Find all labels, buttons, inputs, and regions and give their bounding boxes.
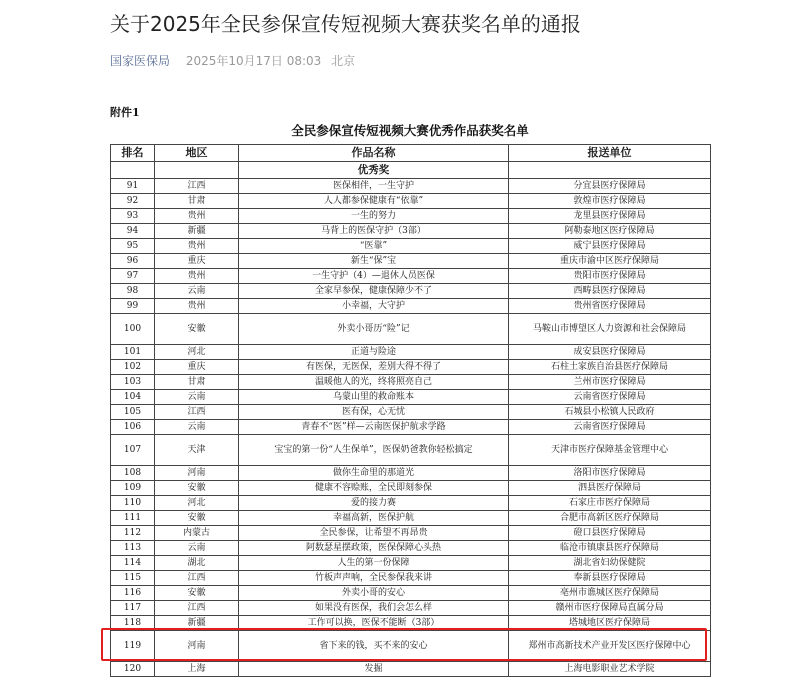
region-cell: 上海 [155, 662, 239, 677]
rank-cell: 102 [111, 360, 155, 375]
table-row [111, 601, 711, 616]
rank-cell: 112 [111, 526, 155, 541]
region-cell: 安徽 [155, 481, 239, 496]
rank-cell: 93 [111, 209, 155, 224]
article-title: 关于2025年全民参保宣传短视频大赛获奖名单的通报 [110, 12, 581, 36]
article-meta [110, 52, 355, 69]
unit-cell: 敦煌市医疗保障局 [509, 194, 711, 209]
unit-cell: 阿勒泰地区医疗保障局 [509, 224, 711, 239]
work-cell: 温暖他人的光，终将照亮自己 [239, 375, 509, 390]
region-cell: 新疆 [155, 224, 239, 239]
table-row [111, 466, 711, 481]
table-row [111, 420, 711, 435]
work-cell: 医保相伴，一生守护 [239, 179, 509, 194]
work-cell: 马背上的医保守护（3部） [239, 224, 509, 239]
work-cell: 乌蒙山里的救命账本 [239, 390, 509, 405]
rank-cell: 109 [111, 481, 155, 496]
region-cell: 贵州 [155, 269, 239, 284]
rank-cell: 104 [111, 390, 155, 405]
rank-cell: 105 [111, 405, 155, 420]
rank-cell: 115 [111, 571, 155, 586]
unit-cell: 成安县医疗保障局 [509, 345, 711, 360]
rank-cell: 106 [111, 420, 155, 435]
work-cell: 爱的接力赛 [239, 496, 509, 511]
unit-cell: 赣州市医疗保障局直属分局 [509, 601, 711, 616]
region-cell: 江西 [155, 405, 239, 420]
table-row [111, 526, 711, 541]
unit-cell: 亳州市谯城区医疗保障局 [509, 586, 711, 601]
work-cell: 青春不“医”样—云南医保护航求学路 [239, 420, 509, 435]
region-cell: 贵州 [155, 209, 239, 224]
header-region: 地区 [155, 145, 239, 162]
region-cell: 重庆 [155, 254, 239, 269]
attachment-label: 附件1 [110, 106, 140, 119]
table-row [111, 314, 711, 345]
rank-cell: 91 [111, 179, 155, 194]
region-cell: 安徽 [155, 586, 239, 601]
region-cell: 安徽 [155, 511, 239, 526]
unit-cell: 马鞍山市博望区人力资源和社会保障局 [509, 314, 711, 345]
unit-cell: 湖北省妇幼保健院 [509, 556, 711, 571]
region-cell: 云南 [155, 420, 239, 435]
work-cell: “医靠” [239, 239, 509, 254]
table-row [111, 194, 711, 209]
rank-cell: 101 [111, 345, 155, 360]
unit-cell: 重庆市渝中区医疗保障局 [509, 254, 711, 269]
unit-cell: 兰州市医疗保障局 [509, 375, 711, 390]
rank-cell: 114 [111, 556, 155, 571]
table-row [111, 254, 711, 269]
rank-cell: 92 [111, 194, 155, 209]
rank-cell: 118 [111, 616, 155, 631]
table-row [111, 284, 711, 299]
rank-cell: 116 [111, 586, 155, 601]
unit-cell: 石城县小松镇人民政府 [509, 405, 711, 420]
table-row [111, 269, 711, 284]
header-unit: 报送单位 [509, 145, 711, 162]
work-cell: 全家早参保，健康保障少不了 [239, 284, 509, 299]
work-cell: 省下来的钱，买不来的安心 [239, 631, 509, 662]
region-cell: 安徽 [155, 314, 239, 345]
unit-cell: 贵阳市医疗保障局 [509, 269, 711, 284]
table-row [111, 224, 711, 239]
unit-cell: 云南省医疗保障局 [509, 420, 711, 435]
rank-cell: 103 [111, 375, 155, 390]
unit-cell: 龙里县医疗保障局 [509, 209, 711, 224]
region-cell: 河南 [155, 466, 239, 481]
work-cell: 幸福高新，医保护航 [239, 511, 509, 526]
work-cell: 宝宝的第一份“人生保单”，医保奶爸教你轻松搞定 [239, 435, 509, 466]
table-row [111, 571, 711, 586]
unit-cell: 塔城地区医疗保障局 [509, 616, 711, 631]
region-cell: 云南 [155, 284, 239, 299]
award-table [110, 144, 711, 677]
unit-cell: 临沧市镇康县医疗保障局 [509, 541, 711, 556]
unit-cell: 石家庄市医疗保障局 [509, 496, 711, 511]
region-cell: 江西 [155, 571, 239, 586]
work-cell: 一生的努力 [239, 209, 509, 224]
table-row [111, 179, 711, 194]
header-rank: 排名 [111, 145, 155, 162]
table-row [111, 299, 711, 314]
table-row [111, 496, 711, 511]
unit-cell: 上海电影职业艺术学院 [509, 662, 711, 677]
section-row [111, 162, 711, 179]
region-cell: 贵州 [155, 299, 239, 314]
section-title: 优秀奖 [239, 162, 509, 179]
work-cell: 新生“保”宝 [239, 254, 509, 269]
rank-cell: 108 [111, 466, 155, 481]
work-cell: 健康不容赊账，全民即刻参保 [239, 481, 509, 496]
table-row [111, 435, 711, 466]
region-cell: 甘肃 [155, 375, 239, 390]
region-cell: 内蒙古 [155, 526, 239, 541]
table-row [111, 345, 711, 360]
region-cell: 云南 [155, 541, 239, 556]
header-work: 作品名称 [239, 145, 509, 162]
rank-cell: 95 [111, 239, 155, 254]
table-header-row [111, 145, 711, 162]
table-row [111, 541, 711, 556]
work-cell: 正道与险途 [239, 345, 509, 360]
document-title: 全民参保宣传短视频大赛优秀作品获奖名单 [291, 123, 529, 138]
source-link[interactable]: 国家医保局 [110, 54, 171, 68]
table-row [111, 405, 711, 420]
region-cell: 江西 [155, 601, 239, 616]
rank-cell: 113 [111, 541, 155, 556]
work-cell: 一生守护（4）—退休人员医保 [239, 269, 509, 284]
rank-cell: 99 [111, 299, 155, 314]
work-cell: 全民参保，让希望不再昂贵 [239, 526, 509, 541]
table-row [111, 631, 711, 662]
unit-cell: 分宜县医疗保障局 [509, 179, 711, 194]
work-cell: 小幸福，大守护 [239, 299, 509, 314]
region-cell: 江西 [155, 179, 239, 194]
table-row [111, 616, 711, 631]
publish-location: 北京 [331, 54, 356, 68]
table-row [111, 481, 711, 496]
work-cell: 有医保，无医保，差别大得不得了 [239, 360, 509, 375]
work-cell: 做你生命里的那道光 [239, 466, 509, 481]
table-row [111, 209, 711, 224]
rank-cell: 117 [111, 601, 155, 616]
work-cell: 医有保，心无忧 [239, 405, 509, 420]
region-cell: 重庆 [155, 360, 239, 375]
table-row [111, 556, 711, 571]
region-cell: 云南 [155, 390, 239, 405]
rank-cell: 119 [111, 631, 155, 662]
unit-cell: 云南省医疗保障局 [509, 390, 711, 405]
unit-cell: 泗县医疗保障局 [509, 481, 711, 496]
rank-cell: 97 [111, 269, 155, 284]
table-row [111, 511, 711, 526]
work-cell: 如果没有医保，我们会怎么样 [239, 601, 509, 616]
unit-cell: 天津市医疗保障基金管理中心 [509, 435, 711, 466]
work-cell: 发掘 [239, 662, 509, 677]
rank-cell: 107 [111, 435, 155, 466]
work-cell: 工作可以换，医保不能断（3部） [239, 616, 509, 631]
region-cell: 湖北 [155, 556, 239, 571]
work-cell: 外卖小哥的安心 [239, 586, 509, 601]
work-cell: 人人都参保健康有“依靠” [239, 194, 509, 209]
unit-cell: 磴口县医疗保障局 [509, 526, 711, 541]
rank-cell: 100 [111, 314, 155, 345]
region-cell: 河南 [155, 631, 239, 662]
work-cell: 竹板声声响，全民参保我来讲 [239, 571, 509, 586]
table-row [111, 390, 711, 405]
unit-cell: 合肥市高新区医疗保障局 [509, 511, 711, 526]
rank-cell: 96 [111, 254, 155, 269]
unit-cell: 郑州市高新技术产业开发区医疗保障中心 [509, 631, 711, 662]
region-cell: 天津 [155, 435, 239, 466]
region-cell: 河北 [155, 345, 239, 360]
unit-cell: 石柱土家族自治县医疗保障局 [509, 360, 711, 375]
unit-cell: 威宁县医疗保障局 [509, 239, 711, 254]
region-cell: 河北 [155, 496, 239, 511]
rank-cell: 98 [111, 284, 155, 299]
region-cell: 新疆 [155, 616, 239, 631]
table-row [111, 375, 711, 390]
unit-cell: 西畴县医疗保障局 [509, 284, 711, 299]
work-cell: 外卖小哥历“险”记 [239, 314, 509, 345]
unit-cell: 奉新县医疗保障局 [509, 571, 711, 586]
work-cell: 人生的第一份保障 [239, 556, 509, 571]
region-cell: 甘肃 [155, 194, 239, 209]
table-row [111, 662, 711, 677]
table-row [111, 360, 711, 375]
table-row [111, 239, 711, 254]
region-cell: 贵州 [155, 239, 239, 254]
table-row [111, 586, 711, 601]
rank-cell: 94 [111, 224, 155, 239]
publish-date: 2025年10月17日 08:03 [185, 54, 322, 68]
rank-cell: 111 [111, 511, 155, 526]
unit-cell: 贵州省医疗保障局 [509, 299, 711, 314]
work-cell: 阿数瑟星摆政策，医保保障心头热 [239, 541, 509, 556]
unit-cell: 洛阳市医疗保障局 [509, 466, 711, 481]
rank-cell: 120 [111, 662, 155, 677]
rank-cell: 110 [111, 496, 155, 511]
